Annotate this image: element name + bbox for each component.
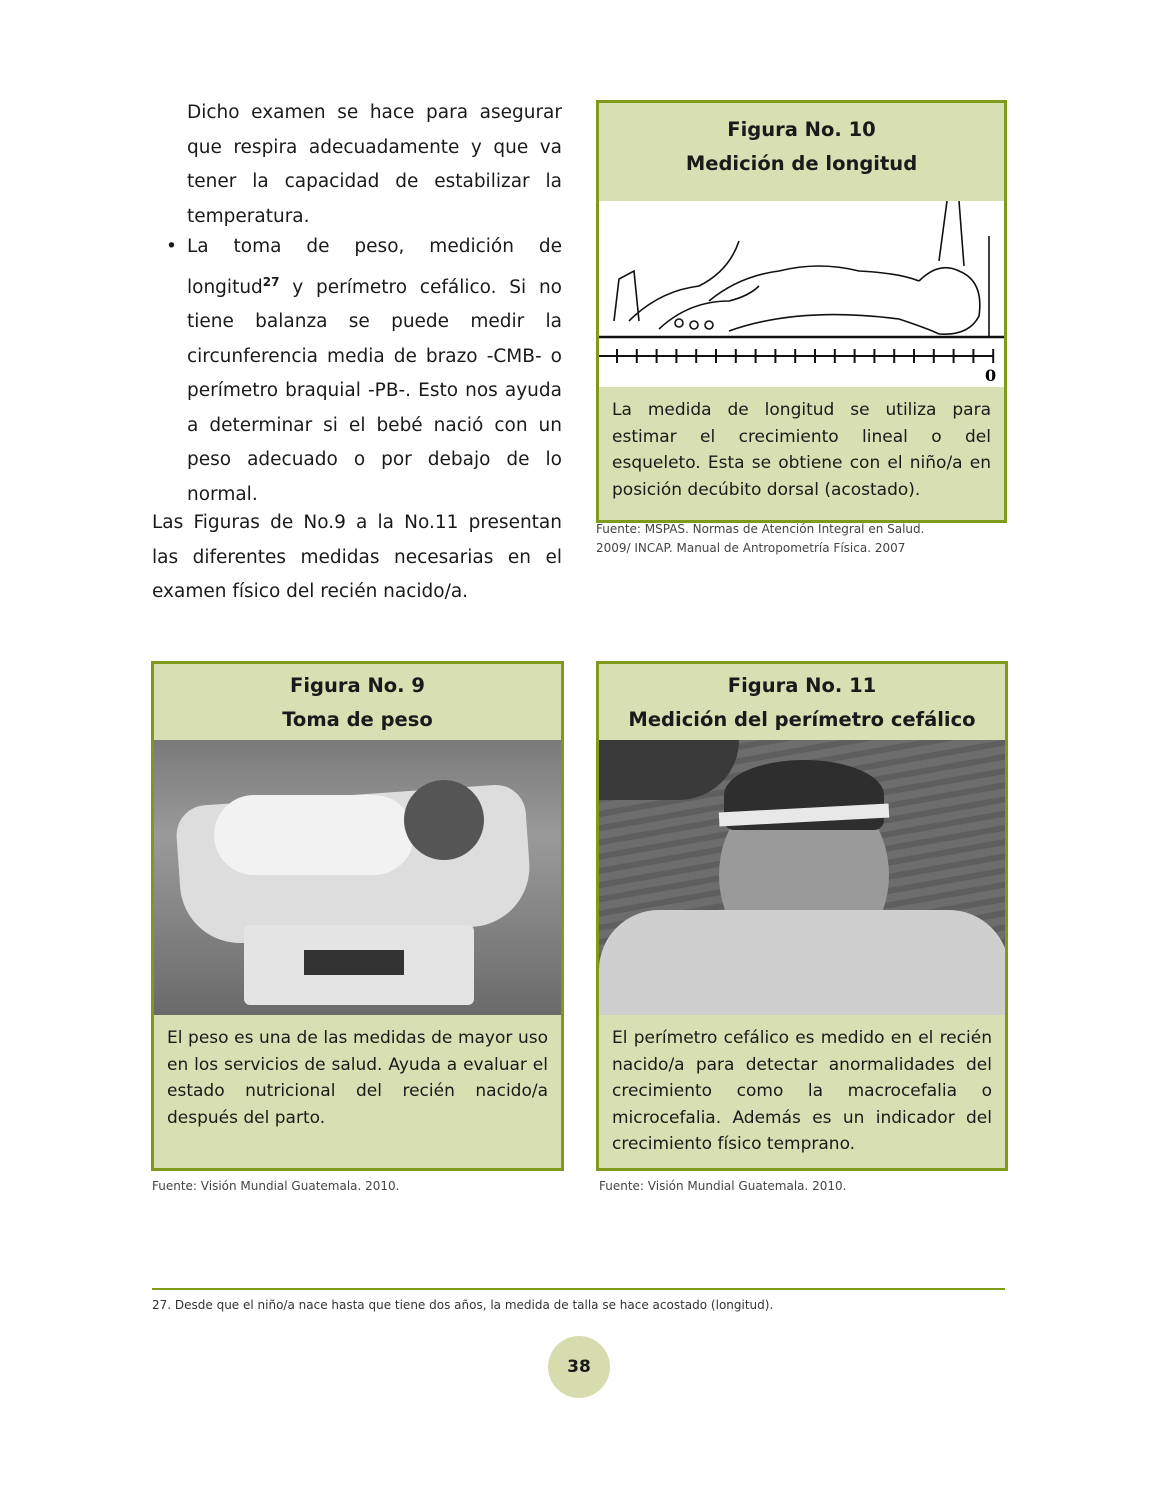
figure-number: Figura No. 11: [727, 674, 877, 697]
figure-caption: La medida de longitud se utiliza para estimar el crecimiento lineal o del esqueleto. Esta se obtiene con el niño/a en posición decúbito dorsal (acostado).: [612, 400, 991, 500]
footnote-divider: [152, 1288, 1005, 1290]
scale-zero-label: 0: [985, 366, 997, 385]
bullet-symbol: •: [166, 236, 177, 257]
figure-title: Medición del perímetro cefálico: [628, 708, 976, 731]
footnote: 27. Desde que el niño/a nace hasta que tiene dos años, la medida de talla se hace acostado (longitud).: [152, 1298, 774, 1312]
figure-caption: El perímetro cefálico es medido en el recién nacido/a para detectar anormalidades del crecimiento como la macrocefalia o microcefalia. Además es un indicador del crecimiento físico temprano.: [612, 1028, 992, 1154]
figures-paragraph: Las Figuras de No.9 a la No.11 presentan las diferentes medidas necesarias en el examen físico del recién nacido/a.: [152, 512, 562, 602]
figure-9-source: Fuente: Visión Mundial Guatemala. 2010.: [152, 1179, 400, 1193]
page-number-badge: [548, 1336, 610, 1398]
bullet-text: [187, 230, 562, 512]
bullet-text-start: La toma de peso, medición de longitud: [187, 236, 562, 298]
figure-caption: El peso es una de las medidas de mayor uso en los servicios de salud. Ayuda a evaluar el estado nutricional del recién nacido/a después del parto.: [167, 1028, 548, 1128]
footnote-ref[interactable]: 27: [262, 274, 280, 289]
figure-title: Medición de longitud: [685, 152, 918, 175]
source-line: 2009/ INCAP. Manual de Antropometría Física. 2007: [596, 541, 906, 555]
bullet-item: [152, 230, 562, 512]
figure-number: Figura No. 9: [290, 674, 425, 697]
head-circumference-photo: [599, 740, 1005, 1015]
page-number: 38: [567, 1357, 591, 1377]
figure-10: [596, 100, 1007, 523]
figure-title: Toma de peso: [282, 708, 433, 731]
source-line: Fuente: MSPAS. Normas de Atención Integral en Salud.: [596, 522, 925, 536]
intro-paragraph: Dicho examen se hace para asegurar que respira adecuadamente y que va tener la capacidad de estabilizar la temperatura.: [187, 102, 562, 227]
figure-11-source: Fuente: Visión Mundial Guatemala. 2010.: [599, 1179, 847, 1193]
baby-on-scale-photo: [154, 740, 561, 1015]
figure-10-source: [596, 520, 924, 558]
figure-11: [596, 661, 1008, 1171]
figure-number: Figura No. 10: [727, 118, 876, 141]
figure-9: [151, 661, 564, 1171]
infant-length-drawing: [599, 201, 1004, 387]
length-measurement-illustration: [599, 201, 1004, 387]
bullet-text-rest: y perímetro cefálico. Si no tiene balanza se puede medir la circunferencia media de brazo -CMB- o perímetro braquial -PB-. Esto nos ayuda a determinar si el bebé nació con un peso adecuado o por debajo de lo normal.: [187, 276, 563, 505]
